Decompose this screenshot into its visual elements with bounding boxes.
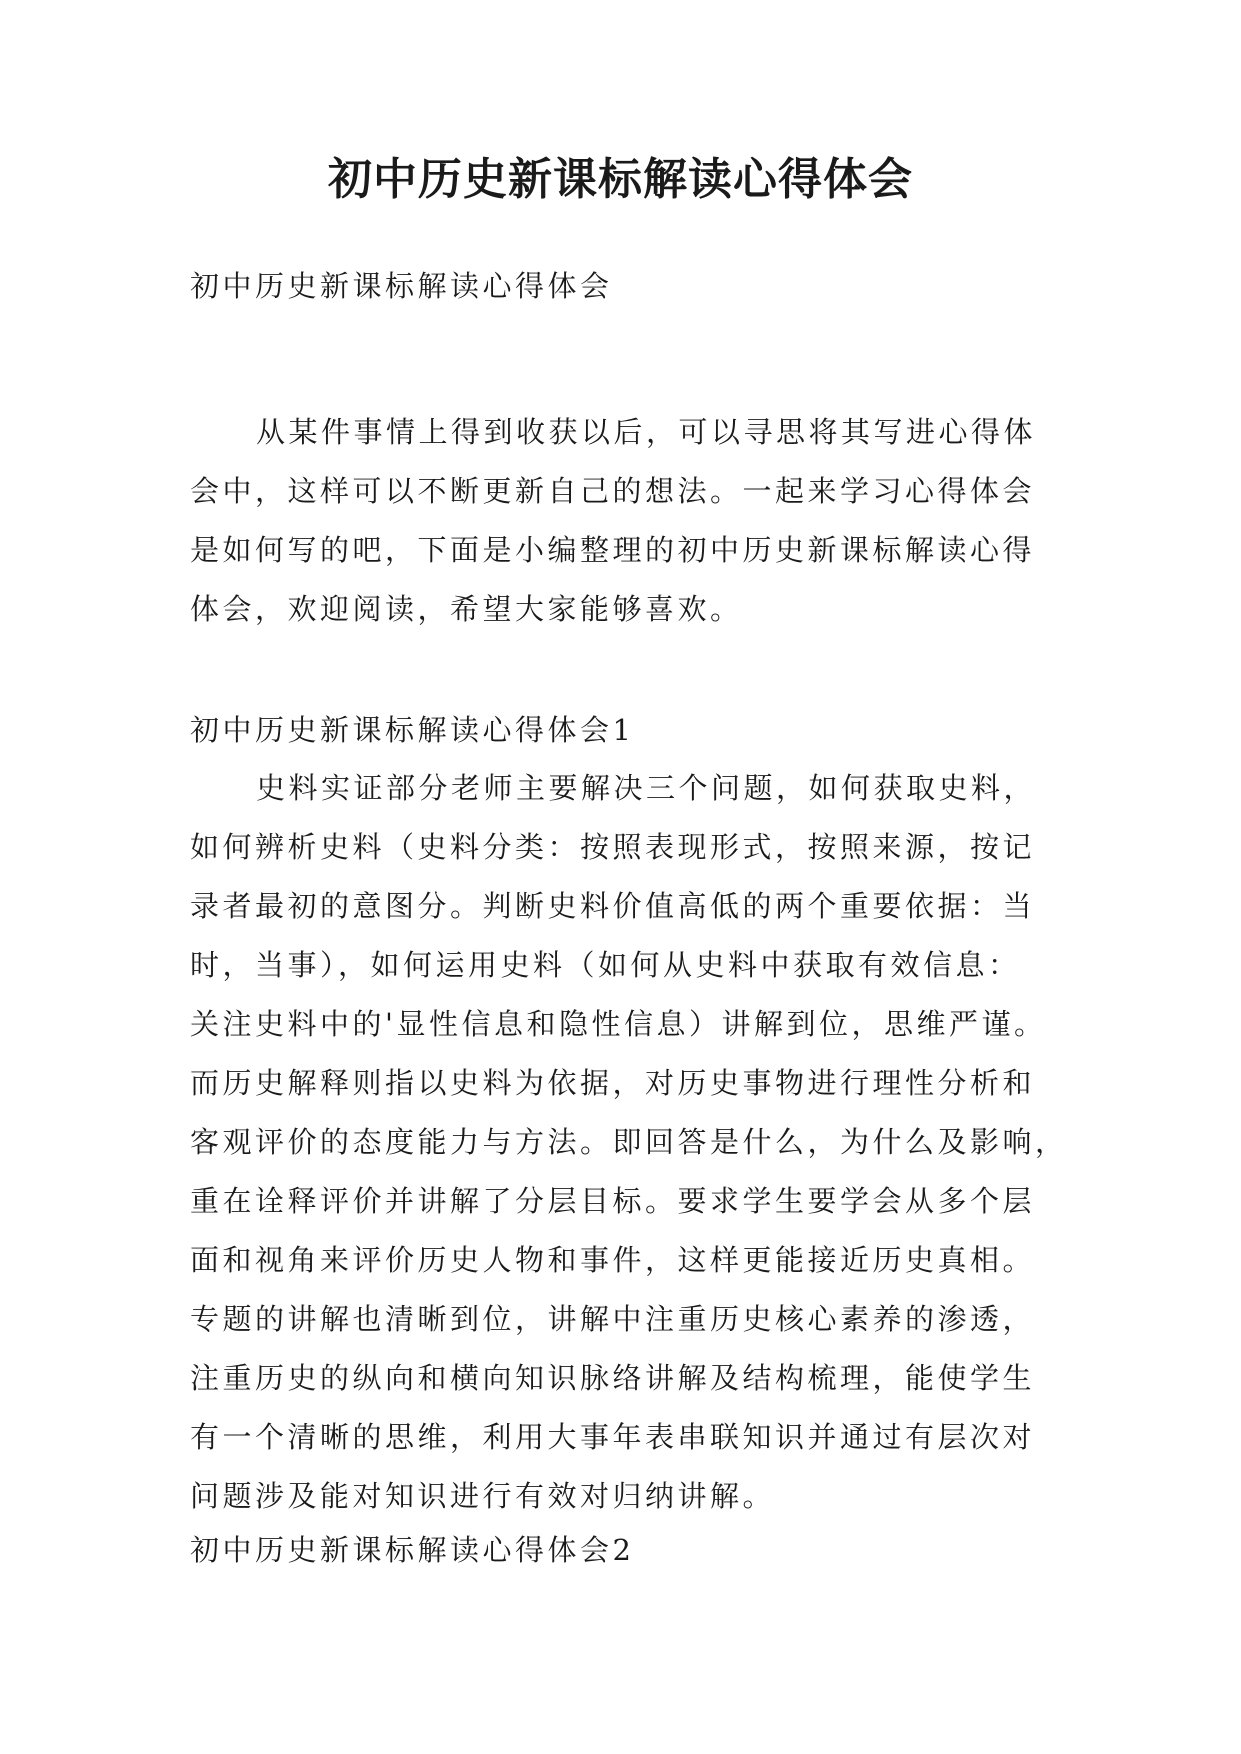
section-1-line: 面和视角来评价历史人物和事件，这样更能接近历史真相。 xyxy=(190,1243,1036,1277)
section-1-line: 时，当事），如何运用史料（如何从史料中获取有效信息： xyxy=(190,948,1021,982)
intro-line: 会中，这样可以不断更新自己的想法。一起来学习心得体会 xyxy=(190,474,1036,508)
section-2-heading: 初中历史新课标解读心得体会2 xyxy=(190,1533,635,1567)
intro-line: 是如何写的吧，下面是小编整理的初中历史新课标解读心得 xyxy=(190,533,1036,567)
section-1-line: 史料实证部分老师主要解决三个问题，如何获取史料， xyxy=(256,771,1037,805)
intro-line: 体会，欢迎阅读，希望大家能够喜欢。 xyxy=(190,592,743,626)
document-subtitle: 初中历史新课标解读心得体会 xyxy=(190,269,613,303)
document-title: 初中历史新课标解读心得体会 xyxy=(328,154,913,205)
section-1-line: 专题的讲解也清晰到位，讲解中注重历史核心素养的渗透， xyxy=(190,1302,1036,1336)
section-1-line: 重在诠释评价并讲解了分层目标。要求学生要学会从多个层 xyxy=(190,1184,1036,1218)
section-1-heading: 初中历史新课标解读心得体会1 xyxy=(190,713,635,747)
section-1-line: 而历史解释则指以史料为依据，对历史事物进行理性分析和 xyxy=(190,1066,1036,1100)
section-1-line: 客观评价的态度能力与方法。即回答是什么，为什么及影响， xyxy=(190,1125,1068,1159)
section-1-line: 问题涉及能对知识进行有效对归纳讲解。 xyxy=(190,1479,776,1513)
intro-paragraph xyxy=(190,412,1065,648)
section-1-line: 录者最初的意图分。判断史料价值高低的两个重要依据：当 xyxy=(190,889,1036,923)
section-1-line: 关注史料中的'显性信息和隐性信息）讲解到位，思维严谨。 xyxy=(190,1007,1047,1041)
section-1-line: 有一个清晰的思维，利用大事年表串联知识并通过有层次对 xyxy=(190,1420,1036,1454)
section-1-line: 如何辨析史料（史料分类：按照表现形式，按照来源，按记 xyxy=(190,830,1036,864)
intro-line: 从某件事情上得到收获以后，可以寻思将其写进心得体 xyxy=(256,415,1037,449)
section-1-paragraph xyxy=(190,768,1090,1535)
section-1-line: 注重历史的纵向和横向知识脉络讲解及结构梳理，能使学生 xyxy=(190,1361,1036,1395)
